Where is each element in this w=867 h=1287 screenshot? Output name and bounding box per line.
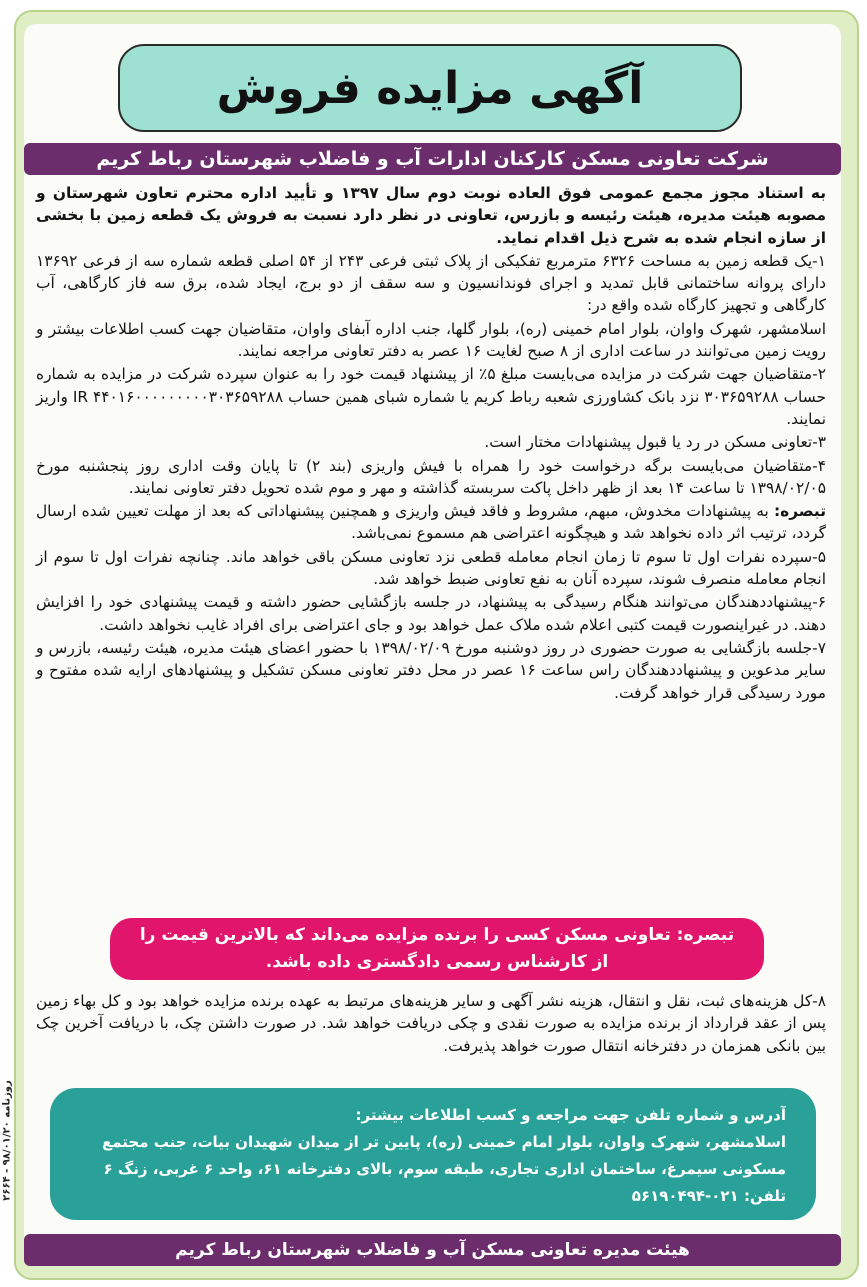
contact-address-2: مسکونی سیمرغ، ساختمان اداری تجاری، طبقه سوم، بالای دفترخانه ۶۱، واحد ۶ غربی، زنگ ۶ — [103, 1160, 786, 1178]
side-note — [0, 1040, 14, 1240]
contact-heading: آدرس و شماره تلفن جهت مراجعه و کسب اطلاعات بیشتر: — [355, 1106, 786, 1124]
footer-signature-bar: هیئت مدیره تعاونی مسکن آب و فاضلاب شهرستان رباط کریم — [24, 1234, 841, 1266]
note-text: به پیشنهادات مخدوش، مبهم، مشروط و فاقد فیش واریزی و همچنین پیشنهاداتی که بعد از مهلت تعیین شده ارسال گردد، ترتیب اثر داده نخواهد شد و هیچگونه اعتراضی هم مسموع نمی‌باشد. — [36, 502, 826, 543]
contact-phone: تلفن: ۰۲۱-۵۶۱۹۰۴۹۴ — [631, 1187, 786, 1205]
highlight-line-2: از کارشناس رسمی دادگستری داده باشد. — [265, 952, 609, 972]
item-3: ۳-تعاونی مسکن در رد یا قبول پیشنهادات مختار است. — [484, 433, 826, 452]
ad-body-cont — [36, 990, 826, 1057]
item-5: ۵-سپرده نفرات اول تا سوم تا زمان انجام معامله قطعی نزد تعاونی مسکن باقی خواهد ماند. چنانچه نفرات اول تا سوم از انجام معامله منصرف شوند، سپرده آنان به نفع تعاونی ضبط خواهد شد. — [36, 547, 826, 589]
item-4: ۴-متقاضیان می‌بایست برگه درخواست خود را همراه با فیش واریزی (بند ۲) تا پایان وقت اداری روز پنجشنبه مورخ ۱۳۹۸/۰۲/۰۵ تا ساعت ۱۴ بعد از ظهر داخل پاکت سربسته گذاشته و مهر و موم شده تحویل دفتر تعاونی نمایند. — [36, 456, 827, 497]
item-1-location: اسلامشهر، شهرک واوان، بلوار امام خمینی (ره)، بلوار گلها، جنب اداره آبفای واوان، متقاضیان جهت کسب اطلاعات بیشتر و رویت زمین می‌توانند در ساعت اداری از ۸ صبح لغایت ۱۶ عصر به دفتر تعاونی مراجعه نمایند. — [36, 319, 826, 361]
item-7: ۷-جلسه بازگشایی به صورت حضوری در روز دوشنبه مورخ ۱۳۹۸/۰۲/۰۹ با حضور اعضای هیئت مدیره، هیئت رئیسه، بازرس و سایر مدعوین و پیشنهاددهندگان راس ساعت ۱۶ عصر در محل دفتر تعاونی مسکن تشکیل و پیشنهادهای ارایه شده مفتوح و مورد رسیدگی قرار خواهد گرفت. — [36, 638, 826, 702]
side-note-text: روزنامه ۹۸/۰۱/۲۰ - ۲۶۶۴ — [1, 1079, 13, 1201]
ad-title: آگهی مزایده فروش — [118, 44, 742, 132]
highlight-line-1: تبصره: تعاونی مسکن کسی را برنده مزایده می‌داند که بالاترین قیمت را — [139, 925, 735, 945]
contact-address-1: اسلامشهر، شهرک واوان، بلوار امام خمینی (ره)، پایین تر از میدان شهیدان بیات، جنب مجتمع — [102, 1133, 786, 1151]
contact-box — [50, 1088, 816, 1220]
ad-body — [36, 182, 826, 705]
company-name-bar: شرکت تعاونی مسکن کارکنان ادارات آب و فاضلاب شهرستان رباط کریم — [24, 143, 841, 175]
note-paragraph — [36, 500, 826, 545]
item-8: ۸-کل هزینه‌های ثبت، نقل و انتقال، هزینه نشر آگهی و سایر هزینه‌های مرتبط به عهده برنده مزایده خواهد بود و کل بهاء زمین پس از عقد قرارداد از برنده مزایده به صورت نقدی و چکی دریافت خواهد شد. در صورت داشتن چک، با دریافت آخرین چک بین بانکی همزمان در دفترخانه انتقال صورت خواهد پذیرفت. — [36, 992, 826, 1055]
intro-paragraph: به استناد مجوز مجمع عمومی فوق العاده نوبت دوم سال ۱۳۹۷ و تأیید اداره محترم تعاون شهرستان و مصوبه هیئت مدیره، هیئت رئیسه و بازرس، تعاونی در نظر دارد نسبت به فروش یک قطعه زمین با بخشی از سازه انجام شده به شرح ذیل اقدام نماید. — [36, 184, 827, 247]
item-2: ۲-متقاضیان جهت شرکت در مزایده می‌بایست مبلغ ۵٪ از پیشنهاد قیمت خود را به عنوان سپرده شرکت در مزایده به شماره حساب ۳۰۳۶۵۹۲۸۸ نزد بانک کشاورزی شعبه رباط کریم یا شماره شبای همین حساب IR ۴۴۰۱۶۰۰۰۰۰۰۰۰۰۳۰۳۶۵۹۲۸۸ واریز نمایند. — [36, 365, 826, 428]
item-6: ۶-پیشنهاددهندگان می‌توانند هنگام رسیدگی به پیشنهاد، در جلسه بازگشایی حضور داشته و قیمت پیشنهادی خود را افزایش دهند. در غیراینصورت قیمت کتبی اعلام شده ملاک عمل خواهد بود و جای اعتراضی برای افراد غایب نخواهد داشت. — [36, 593, 826, 634]
highlight-note — [110, 918, 764, 980]
item-1: ۱-یک قطعه زمین به مساحت ۶۳۲۶ مترمربع تفکیکی از پلاک ثبتی فرعی ۲۴۳ از ۵۴ اصلی قطعه شماره سه از فرعی ۱۳۶۹۲ دارای پروانه ساختمانی قابل تمدید و اجرای فوندانسیون و سه سقف از دو برج، ایجاد شده، برق سه فاز کارگاهی، آب کارگاهی و تجهیز کارگاه شده واقع در: — [36, 251, 826, 315]
note-label: تبصره: — [773, 502, 826, 521]
